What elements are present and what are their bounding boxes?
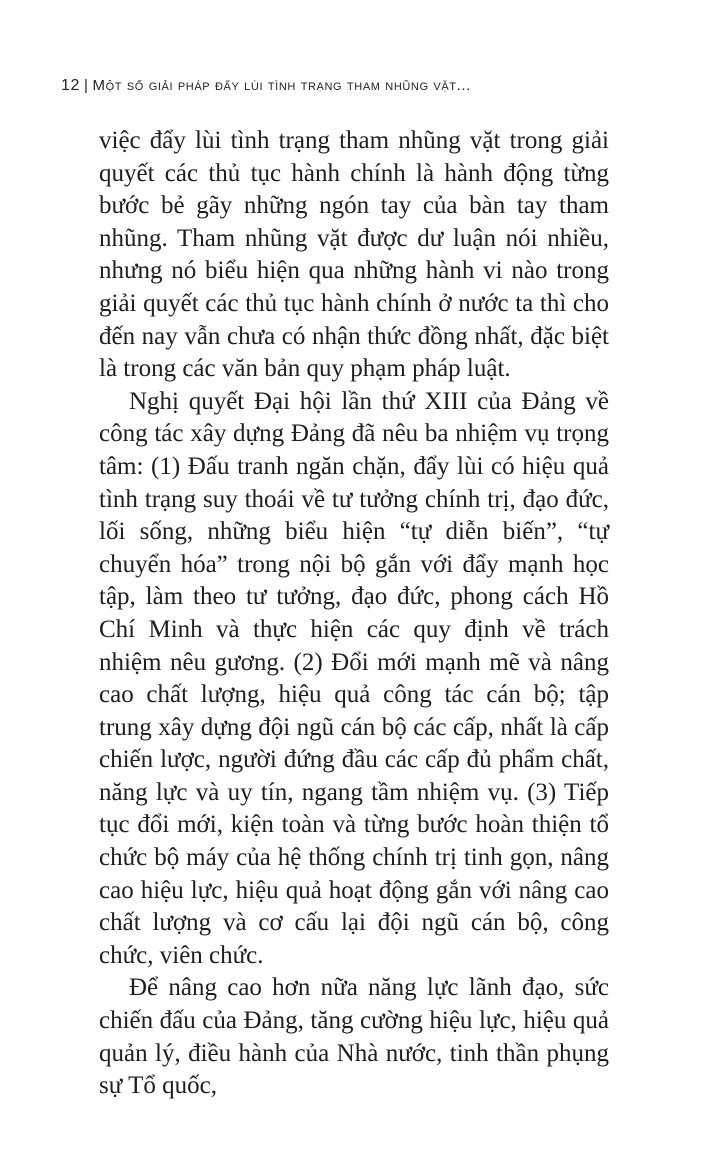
running-header <box>61 75 661 97</box>
paragraph-leadership: Để nâng cao hơn nữa năng lực lãnh đạo, sức chiến đấu của Đảng, tăng cường hiệu lực, hiệu quả quản lý, điều hành của Nhà nước, tinh thần phụng sự Tổ quốc, <box>99 974 609 1100</box>
header-separator: | <box>84 77 89 94</box>
running-title: Một số giải pháp đẩy lùi tình trạng tham nhũng vặt... <box>92 77 471 94</box>
paragraph-party-resolution: Nghị quyết Đại hội lần thứ XIII của Đảng về công tác xây dựng Đảng đã nêu ba nhiệm vụ trọng tâm: (1) Đấu tranh ngăn chặn, đẩy lùi có hiệu quả tình trạng suy thoái về tư tưởng chính trị, đạo đức, lối sống, những biểu hiện “tự diễn biến”, “tự chuyển hóa” trong nội bộ gắn với đẩy mạnh học tập, làm theo tư tưởng, đạo đức, phong cách Hồ Chí Minh và thực hiện các quy định về trách nhiệm nêu gương. (2) Đổi mới mạnh mẽ và nâng cao chất lượng, hiệu quả công tác cán bộ; tập trung xây dựng đội ngũ cán bộ các cấp, nhất là cấp chiến lược, người đứng đầu các cấp đủ phẩm chất, năng lực và uy tín, ngang tầm nhiệm vụ. (3) Tiếp tục đổi mới, kiện toàn và từng bước hoàn thiện tổ chức bộ máy của hệ thống chính trị tinh gọn, nâng cao hiệu lực, hiệu quả hoạt động gắn với nâng cao chất lượng và cơ cấu lại đội ngũ cán bộ, công chức, viên chức. <box>99 387 609 969</box>
paragraph-continuation: việc đẩy lùi tình trạng tham nhũng vặt trong giải quyết các thủ tục hành chính là hành động từng bước bẻ gãy những ngón tay của bàn tay tham nhũng. Tham nhũng vặt được dư luận nói nhiều, nhưng nó biểu hiện qua những hành vi nào trong giải quyết các thủ tục hành chính ở nước ta thì cho đến nay vẫn chưa có nhận thức đồng nhất, đặc biệt là trong các văn bản quy phạm pháp luật. <box>99 127 609 383</box>
body-text <box>99 125 609 1103</box>
page-number: 12 <box>61 77 80 94</box>
